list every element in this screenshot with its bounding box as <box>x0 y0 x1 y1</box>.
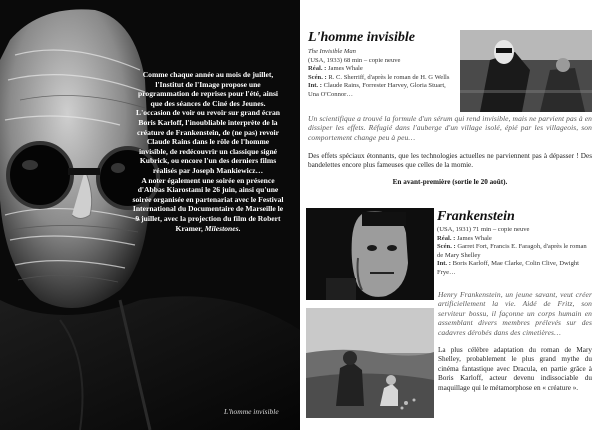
film2-script: Garret Fort, Francis E. Faragoh, d'après le roman de Mary Shelley <box>437 243 587 259</box>
intro-paragraph-1: Comme chaque année au mois de juillet, l'Institut de l'Image propose une programmation de reprises pour l'été, ainsi que des séances de Ciné des Jeunes. <box>137 70 279 108</box>
film1-original-title: The Invisible Man <box>308 48 356 55</box>
film2-info <box>437 226 592 278</box>
right-panel <box>300 0 600 430</box>
film1-info <box>308 48 458 100</box>
film1-details: (USA, 1933) 68 min – copie neuve <box>308 56 401 64</box>
film1-script: R. C. Sherriff, d'après le roman de H. G Wells <box>328 73 450 81</box>
film1-photo <box>460 30 592 112</box>
intro-paragraph-3-end: . <box>238 223 241 233</box>
film1-director: James Whale <box>327 65 363 73</box>
film2-synopsis: Henry Frankenstein, un jeune savant, veut créer artificiellement la vie. Aidé de Fritz, son serviteur bossu, il façonne un corps humain en assemblant divers membres prélevés sur des cadavres dérobés dans des cimetières… <box>438 290 592 337</box>
film2-cast: Boris Karloff, Mae Clarke, Colin Clive, Dwight Frye… <box>437 260 580 276</box>
film2-photo-portrait <box>306 208 434 300</box>
film2-director: James Whale <box>456 234 492 242</box>
film1-script-label: Scén. : <box>308 73 327 81</box>
photo-caption: L'homme invisible <box>224 407 279 416</box>
film2-script-label: Scén. : <box>437 243 456 251</box>
film2-director-label: Réal. : <box>437 234 456 242</box>
intro-paragraph-3 <box>132 176 284 234</box>
intro-paragraph-2: L'occasion de voir ou revoir sur grand écran Boris Karloff, l'inoubliable interprète de la créature de Frankenstein, de (ne pas) revoir Claude Rains dans le rôle de l'homme invisible, de redécouvrir un classique signé Kubrick, ou encore l'un des derniers films réalisés par Joseph Mankiewicz… <box>136 108 280 175</box>
film2-comment: La plus célèbre adaptation du roman de Mary Shelley, probablement le plus grand mythe du cinéma fantastique avec Dracula, en partie grâce à Boris Karloff, acteur devenu indissociable du maquillage qui le métamorphose en « créature ». <box>438 346 592 392</box>
film2-cast-label: Int. : <box>437 260 451 268</box>
film1-director-label: Réal. : <box>308 65 327 73</box>
film1-cast: Claude Rains, Forrester Harvey, Gloria Stuart, Una O'Connor… <box>308 82 446 98</box>
milestones-title: Milestones <box>204 223 239 233</box>
intro-text <box>132 70 284 233</box>
film2-title: Frankenstein <box>437 209 515 224</box>
film2-photo-lake <box>306 308 434 418</box>
intro-paragraph-3-text: A noter également une soirée en présence d'Abbas Kiarostami le 26 juin, ainsi qu'une soirée organisée en partenariat avec le Festival International du Documentaire de Marseille le 9 juillet, avec la projection du film de Robert Kramer, <box>132 175 284 233</box>
film2-details: (USA, 1931) 71 min – copie neuve <box>437 226 530 233</box>
film1-synopsis: Un scientifique a trouvé la formule d'un sérum qui rend invisible, mais ne parvient pas à en dissiper les effets. Réfugié dans l'auberge d'un village isolé, épié par les villageois, son comportement change peu à peu… <box>308 114 592 142</box>
film1-cast-label: Int. : <box>308 82 322 90</box>
film1-premiere: En avant-première (sortie le 20 août). <box>392 178 508 186</box>
film1-comment: Des effets spéciaux étonnants, que les technologies actuelles ne parviennent pas à dépasser ! Des bandelettes encore plus fameuses que celles de la momie. <box>308 152 592 170</box>
film1-title: L'homme invisible <box>308 30 415 45</box>
